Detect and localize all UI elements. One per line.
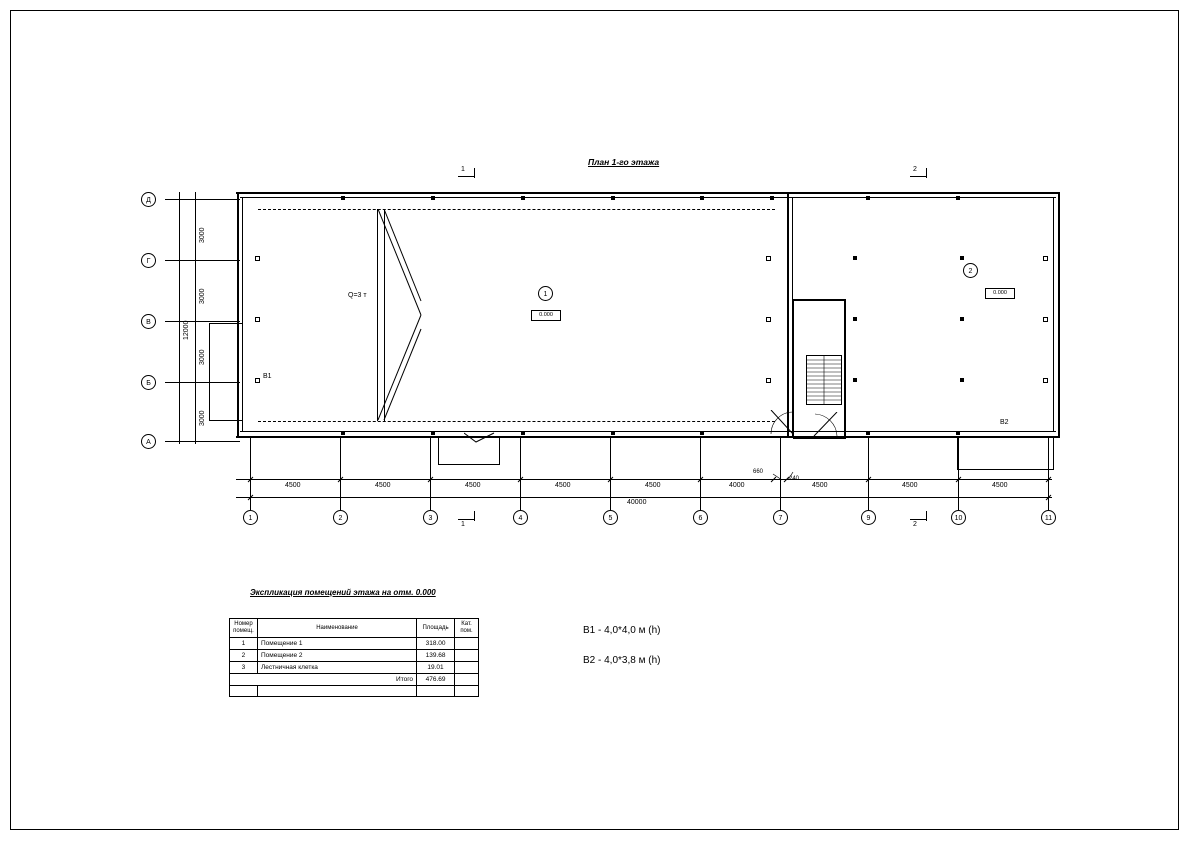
column — [1043, 317, 1048, 322]
table-row — [230, 638, 479, 650]
th-category: Кат. пом. — [455, 619, 479, 638]
dim-h-3: 4500 — [465, 482, 481, 489]
section-mark-label: 2 — [913, 166, 917, 173]
column — [1043, 256, 1048, 261]
column — [766, 256, 771, 261]
axis-bubble-11: 11 — [1041, 510, 1056, 525]
axis-bubble-10: 10 — [951, 510, 966, 525]
cell-empty — [455, 686, 479, 697]
axis-bubble-b: Б — [141, 375, 156, 390]
column — [853, 256, 857, 260]
dim-h-7: 660 — [753, 469, 764, 475]
column — [341, 431, 345, 435]
crane-rail-top — [258, 209, 775, 210]
column — [255, 317, 260, 322]
th-number: Номер помещ. — [230, 619, 258, 638]
column — [700, 431, 704, 435]
cell-name: Лестничная клетка — [257, 662, 416, 674]
stairwell-wall-right — [844, 299, 846, 439]
column — [700, 196, 704, 200]
axis-ext — [430, 436, 431, 510]
column — [766, 378, 771, 383]
axis-ext — [250, 436, 251, 510]
dim-v-total: 12000 — [183, 320, 190, 340]
axis-ext — [700, 436, 701, 510]
note-v1: В1 - 4,0*4,0 м (h) — [583, 625, 661, 636]
column — [853, 378, 857, 382]
column — [611, 196, 615, 200]
axis-bubble-1: 1 — [243, 510, 258, 525]
axis-bubble-5: 5 — [603, 510, 618, 525]
door-swing — [464, 432, 502, 446]
total-category — [455, 674, 479, 686]
column — [341, 196, 345, 200]
dim-v-3: 3000 — [199, 349, 206, 365]
section-mark-label: 1 — [461, 166, 465, 173]
door-swing — [812, 412, 838, 438]
wall-bottom-inner — [240, 431, 1056, 432]
axis-bubble-3: 3 — [423, 510, 438, 525]
note-v2: В2 - 4,0*3,8 м (h) — [583, 655, 661, 666]
axis-ext — [340, 436, 341, 510]
dim-h-10: 4500 — [902, 482, 918, 489]
axis-ext — [958, 436, 959, 510]
wall-left-inner — [242, 197, 243, 432]
dim-chain-inner-v — [195, 192, 196, 444]
column — [1043, 378, 1048, 383]
axis-ext — [520, 436, 521, 510]
column — [521, 431, 525, 435]
crane-capacity-label: Q=3 т — [348, 292, 367, 299]
cell-area: 19.01 — [417, 662, 455, 674]
dim-h-5: 4500 — [645, 482, 661, 489]
wall-bottom — [236, 436, 1060, 438]
cell-empty — [257, 686, 416, 697]
column — [770, 196, 774, 200]
cell-category — [455, 650, 479, 662]
column — [866, 196, 870, 200]
gate-label-v2: В2 — [1000, 419, 1009, 426]
gate-label-v1: В1 — [263, 373, 272, 380]
axis-bubble-2: 2 — [333, 510, 348, 525]
dim-h-8: 240 — [789, 476, 800, 482]
axis-bubble-d: Д — [141, 192, 156, 207]
dim-h-1: 4500 — [285, 482, 301, 489]
axis-line-b — [165, 382, 240, 383]
column — [611, 431, 615, 435]
door-swing — [770, 410, 794, 436]
axis-bubble-v: В — [141, 314, 156, 329]
dim-chain-h-1 — [236, 479, 1052, 480]
axis-ext — [1048, 436, 1049, 510]
dim-v-2: 3000 — [199, 288, 206, 304]
column — [521, 196, 525, 200]
dim-h-2: 4500 — [375, 482, 391, 489]
axis-bubble-7: 7 — [773, 510, 788, 525]
crane-rail-bottom — [258, 421, 775, 422]
column — [960, 256, 964, 260]
axis-line-g — [165, 260, 240, 261]
dim-leaders — [760, 466, 800, 482]
column — [853, 317, 857, 321]
dim-h-total: 40000 — [627, 499, 647, 506]
table-total-row — [230, 674, 479, 686]
cell-name: Помещение 1 — [257, 638, 416, 650]
dim-chain-outer-v — [179, 192, 180, 444]
dim-v-4: 3000 — [199, 410, 206, 426]
cell-empty — [417, 686, 455, 697]
column — [960, 378, 964, 382]
column — [956, 196, 960, 200]
table-row — [230, 650, 479, 662]
axis-bubble-4: 4 — [513, 510, 528, 525]
dim-h-6: 4000 — [729, 482, 745, 489]
column — [766, 317, 771, 322]
cell-area: 139.68 — [417, 650, 455, 662]
cell-empty — [230, 686, 258, 697]
room-bubble-2: 2 — [963, 263, 978, 278]
table-row — [230, 662, 479, 674]
cell-category — [455, 638, 479, 650]
room-level-2: 0.000 — [985, 288, 1015, 299]
column — [960, 317, 964, 321]
column — [866, 431, 870, 435]
table-caption: Экспликация помещений этажа на отм. 0.000 — [250, 588, 436, 597]
axis-ext — [868, 436, 869, 510]
dim-v-1: 3000 — [199, 227, 206, 243]
crane-hook-cross — [377, 209, 422, 421]
wall-right-inner — [1053, 197, 1054, 432]
dim-h-9: 4500 — [812, 482, 828, 489]
dim-h-4: 4500 — [555, 482, 571, 489]
total-value: 476.69 — [417, 674, 455, 686]
explication-table — [229, 618, 479, 697]
axis-ext — [610, 436, 611, 510]
gate-v2-recess — [957, 437, 1054, 470]
table-row-empty — [230, 686, 479, 697]
column — [255, 378, 260, 383]
axis-bubble-9: 9 — [861, 510, 876, 525]
th-area: Площадь — [417, 619, 455, 638]
wall-top-inner — [240, 197, 1056, 198]
cell-number: 3 — [230, 662, 258, 674]
table-header-row — [230, 619, 479, 638]
th-name: Наименование — [257, 619, 416, 638]
section-mark-label: 2 — [913, 521, 917, 528]
dim-h-11: 4500 — [992, 482, 1008, 489]
cell-number: 2 — [230, 650, 258, 662]
section-mark-label: 1 — [461, 521, 465, 528]
axis-bubble-g: Г — [141, 253, 156, 268]
cell-area: 318.00 — [417, 638, 455, 650]
axis-line-v — [165, 321, 240, 322]
gate-v1-recess — [209, 323, 242, 421]
column — [956, 431, 960, 435]
total-label: Итого — [230, 674, 417, 686]
column — [431, 431, 435, 435]
stairwell-wall-top — [793, 299, 845, 301]
wall-top — [236, 192, 1060, 194]
column — [255, 256, 260, 261]
axis-bubble-a: А — [141, 434, 156, 449]
plan-title: План 1-го этажа — [588, 157, 660, 167]
column — [431, 196, 435, 200]
wall-partition-axis7 — [787, 192, 789, 437]
wall-right — [1058, 192, 1060, 437]
cell-category — [455, 662, 479, 674]
room-bubble-1: 1 — [538, 286, 553, 301]
stair-treads — [806, 355, 842, 405]
axis-bubble-6: 6 — [693, 510, 708, 525]
cell-name: Помещение 2 — [257, 650, 416, 662]
room-level-1: 0.000 — [531, 310, 561, 321]
dim-chain-h-2 — [236, 497, 1052, 498]
cell-number: 1 — [230, 638, 258, 650]
